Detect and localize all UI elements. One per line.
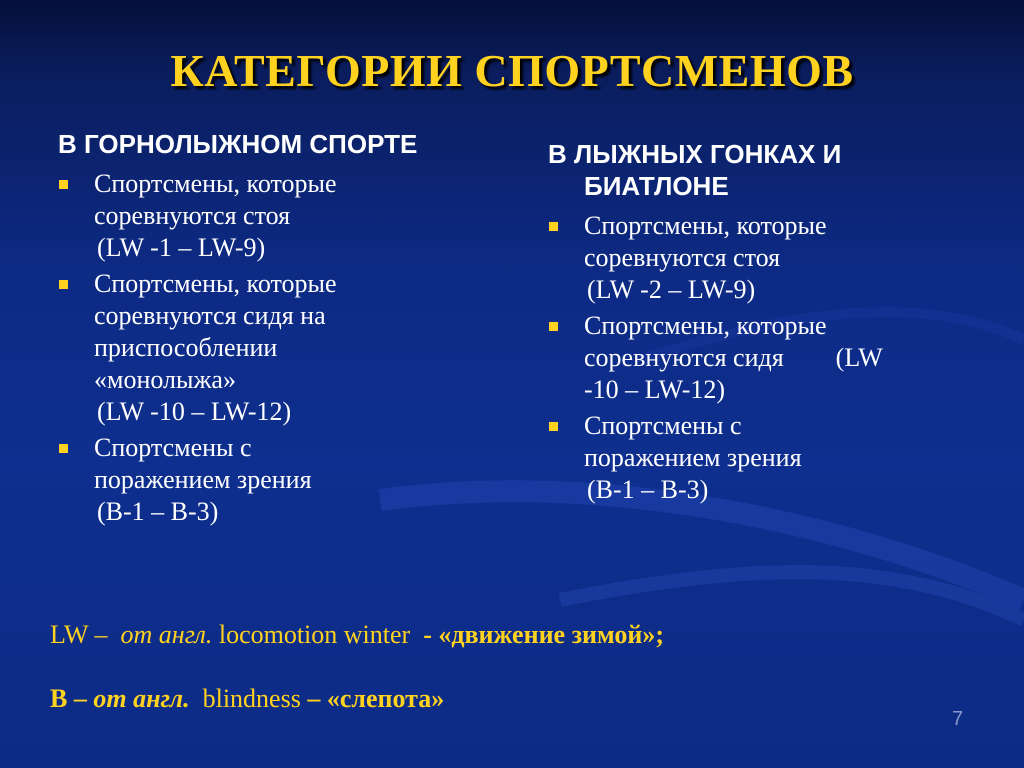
square-bullet-icon: [59, 444, 68, 453]
item-line: (LW -10 – LW-12): [97, 397, 292, 426]
item-line: (B-1 – B-3): [587, 475, 709, 504]
page-number: 7: [952, 708, 964, 730]
square-bullet-icon: [59, 180, 68, 189]
item-line: Спортсмены с: [94, 433, 252, 462]
list-item: [58, 432, 458, 528]
list-item: [58, 168, 458, 264]
item-line: Спортсмены, которые: [584, 311, 827, 340]
item-line: (LW -2 – LW-9): [587, 275, 756, 304]
square-bullet-icon: [549, 322, 558, 331]
item-line: (LW -1 – LW-9): [97, 233, 266, 262]
column-cross-country-biathlon: [548, 138, 968, 510]
lw-abbr: LW –: [50, 620, 108, 649]
item-line: (B-1 – B-3): [97, 497, 219, 526]
item-line: соревнуются сидя (LW: [584, 343, 883, 372]
column-alpine-skiing: [58, 128, 458, 532]
b-term: blindness: [202, 684, 301, 713]
b-definition: [50, 684, 444, 714]
b-origin: от англ.: [93, 684, 190, 713]
lw-origin: от англ.: [120, 620, 213, 649]
item-line: соревнуются стоя: [94, 201, 291, 230]
square-bullet-icon: [549, 422, 558, 431]
item-line: -10 – LW-12): [584, 375, 726, 404]
lw-definition: [50, 620, 664, 650]
square-bullet-icon: [59, 280, 68, 289]
item-line: Спортсмены, которые: [94, 169, 337, 198]
lw-term: locomotion winter: [218, 620, 411, 649]
square-bullet-icon: [549, 222, 558, 231]
b-translation: – «слепота»: [307, 684, 445, 713]
alpine-heading: В ГОРНОЛЫЖНОМ СПОРТЕ: [58, 129, 418, 159]
list-item: [548, 310, 968, 406]
item-line: Спортсмены с: [584, 411, 742, 440]
list-item: [548, 210, 968, 306]
item-line: поражением зрения: [584, 443, 802, 472]
item-line: соревнуются сидя на: [94, 301, 326, 330]
item-line: соревнуются стоя: [584, 243, 781, 272]
item-line: Спортсмены, которые: [94, 269, 337, 298]
cross-country-heading: В ЛЫЖНЫХ ГОНКАХ И БИАТЛОНЕ: [548, 139, 842, 201]
item-line: приспособлении: [94, 333, 278, 362]
list-item: [58, 268, 458, 428]
item-line: «монолыжа»: [94, 365, 236, 394]
item-line: поражением зрения: [94, 465, 312, 494]
list-item: [548, 410, 968, 506]
slide-title: КАТЕГОРИИ СПОРТСМЕНОВ: [170, 45, 854, 96]
b-abbr: B –: [50, 684, 87, 713]
lw-translation: - «движение зимой»;: [423, 620, 665, 649]
item-line: Спортсмены, которые: [584, 211, 827, 240]
